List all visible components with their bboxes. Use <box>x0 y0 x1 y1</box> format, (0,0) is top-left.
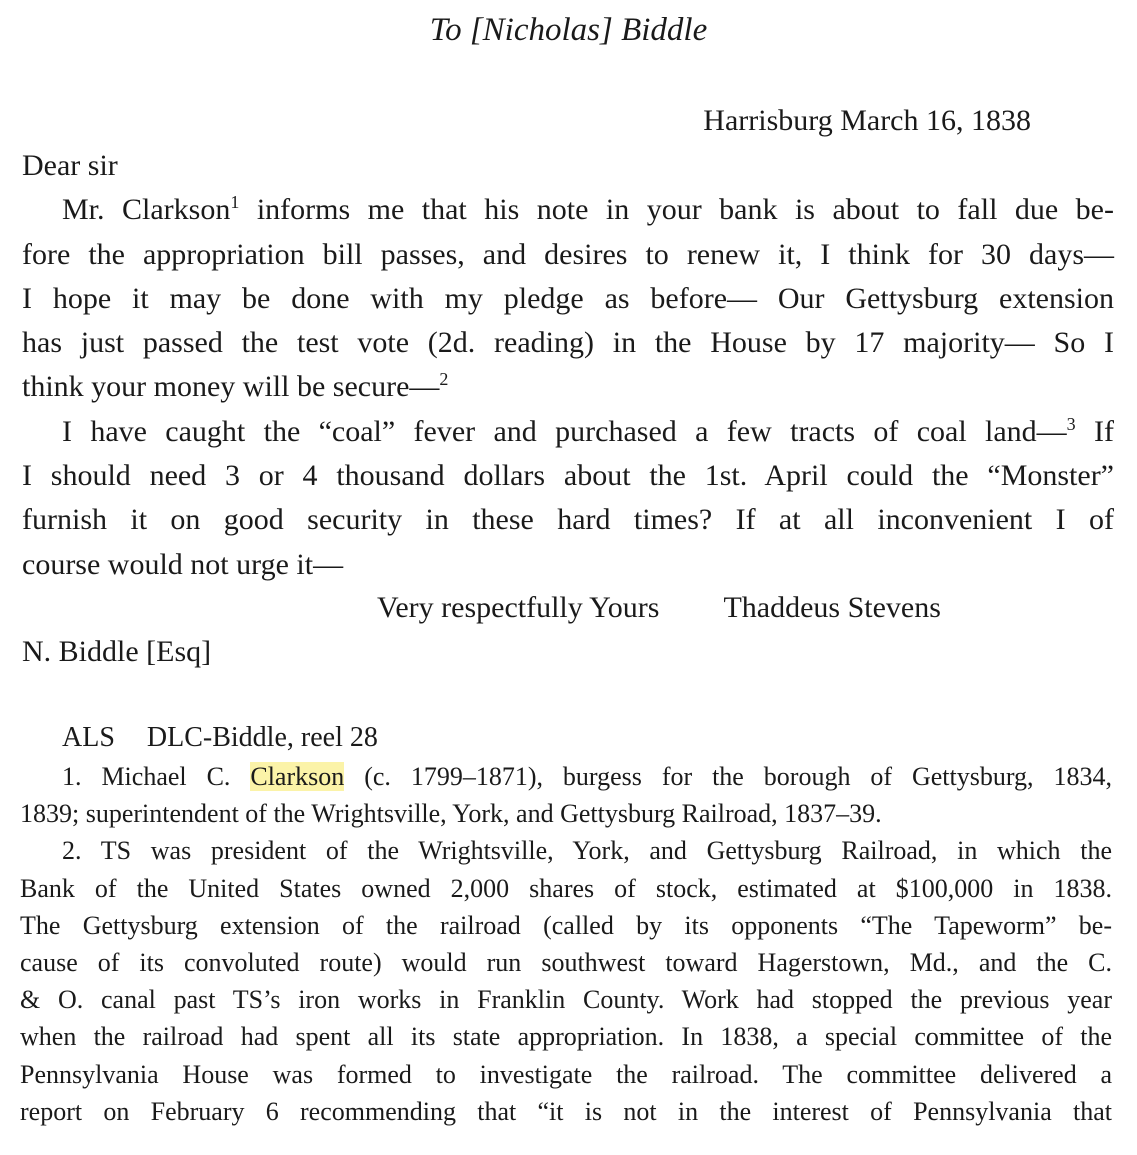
letter-text: I have caught the “coal” fever and purchased a few tracts of coal land— <box>62 414 1067 448</box>
footnote-ref-3: 3 <box>1066 413 1076 434</box>
footnote-line: 2. TS was president of the Wrightsville, York, and Gettysburg Railroad, in which the <box>62 836 1112 866</box>
footnote-line: Pennsylvania House was formed to investigate the railroad. The committee delivered a <box>20 1059 1112 1089</box>
letter-line <box>22 365 1114 409</box>
footnote-line: 1839; superintendent of the Wrightsville, York, and Gettysburg Railroad, 1837–39. <box>20 799 882 829</box>
closing: Very respectfully Yours <box>377 591 660 624</box>
letter-line: I hope it may be done with my pledge as before— Our Gettysburg extension <box>22 281 1114 315</box>
letter-body <box>22 144 1114 587</box>
footnote-line <box>20 758 1112 795</box>
letter-text: informs me that his note in your bank is about to fall due be- <box>239 193 1114 227</box>
source-location: DLC-Biddle, reel 28 <box>146 722 378 753</box>
closing-line <box>377 586 941 630</box>
letter-line: furnish it on good security in these hard times? If at all inconvenient I of <box>22 503 1114 537</box>
footnote-line: report on February 6 recommending that “it is not in the interest of Pennsylvania that <box>20 1096 1112 1126</box>
letter-title: To [Nicholas] Biddle <box>429 12 708 48</box>
addressee: N. Biddle [Esq] <box>22 635 212 668</box>
footnote-line: cause of its convoluted route) would run southwest toward Hagerstown, Md., and the C. <box>20 947 1112 977</box>
search-highlight: Clarkson <box>250 762 345 791</box>
letter-line: fore the appropriation bill passes, and desires to renew it, I think for 30 days— <box>22 237 1114 271</box>
dateline: Harrisburg March 16, 1838 <box>703 104 1031 137</box>
footnotes <box>20 758 1112 1130</box>
letter-text: Mr. Clarkson <box>62 193 231 227</box>
footnote-text: (c. 1799–1871), burgess for the borough of Gettysburg, 1834, <box>344 762 1112 791</box>
footnote-line: & O. canal past TS’s iron works in Franklin County. Work had stopped the previous year <box>20 985 1112 1015</box>
letter-line: I should need 3 or 4 thousand dollars about the 1st. April could the “Monster” <box>22 459 1114 493</box>
footnote-text: 1. Michael C. <box>62 762 251 791</box>
letter-line <box>22 410 1114 454</box>
source-line <box>62 718 378 758</box>
signature: Thaddeus Stevens <box>723 591 941 624</box>
letter-line <box>22 188 1114 232</box>
footnote-ref-2: 2 <box>439 369 449 390</box>
letter-line: course would not urge it— <box>22 547 344 581</box>
letter-text: If <box>1075 414 1114 448</box>
source-type: ALS <box>62 722 115 753</box>
footnote-line: Bank of the United States owned 2,000 shares of stock, estimated at $100,000 in 1838. <box>20 873 1112 903</box>
footnote-line: The Gettysburg extension of the railroad (called by its opponents “The Tapeworm” be- <box>20 910 1112 940</box>
letter-text: think your money will be secure— <box>22 370 440 404</box>
letter-line: has just passed the test vote (2d. reading) in the House by 17 majority— So I <box>22 326 1114 360</box>
salutation: Dear sir <box>22 149 118 182</box>
footnote-line: when the railroad had spent all its state appropriation. In 1838, a special committee of the <box>20 1022 1112 1052</box>
footnote-ref-1: 1 <box>230 192 240 213</box>
